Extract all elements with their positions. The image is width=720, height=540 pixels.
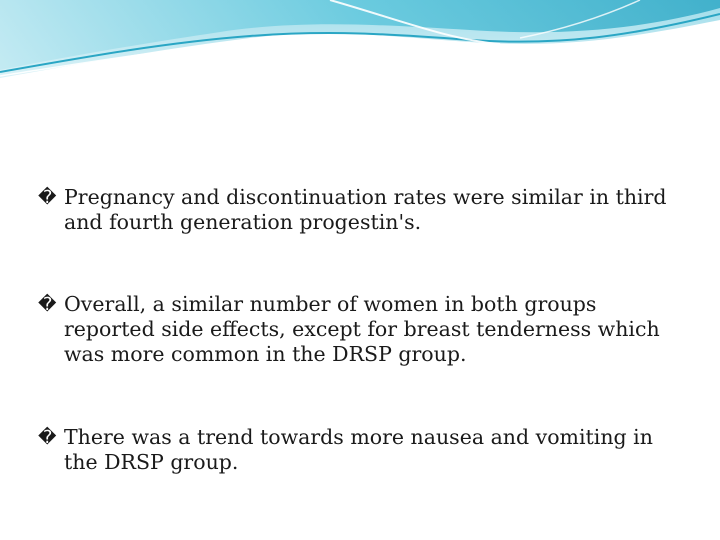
bullet-marker: � xyxy=(38,294,57,315)
bullet-item xyxy=(38,185,678,235)
bullet-text: Overall, a similar number of women in both groups reported side effects, except for breast tenderness which was more common in the DRSP group. xyxy=(64,292,660,366)
bullet-item xyxy=(38,425,678,475)
bullet-marker: � xyxy=(38,427,57,448)
bullet-text: Pregnancy and discontinuation rates were similar in third and fourth generation progestin's. xyxy=(64,185,667,234)
bullet-text: There was a trend towards more nausea and vomiting in the DRSP group. xyxy=(64,425,653,474)
header-wave-decoration xyxy=(0,0,720,120)
bullet-item xyxy=(38,292,678,367)
bullet-marker: � xyxy=(38,187,57,208)
